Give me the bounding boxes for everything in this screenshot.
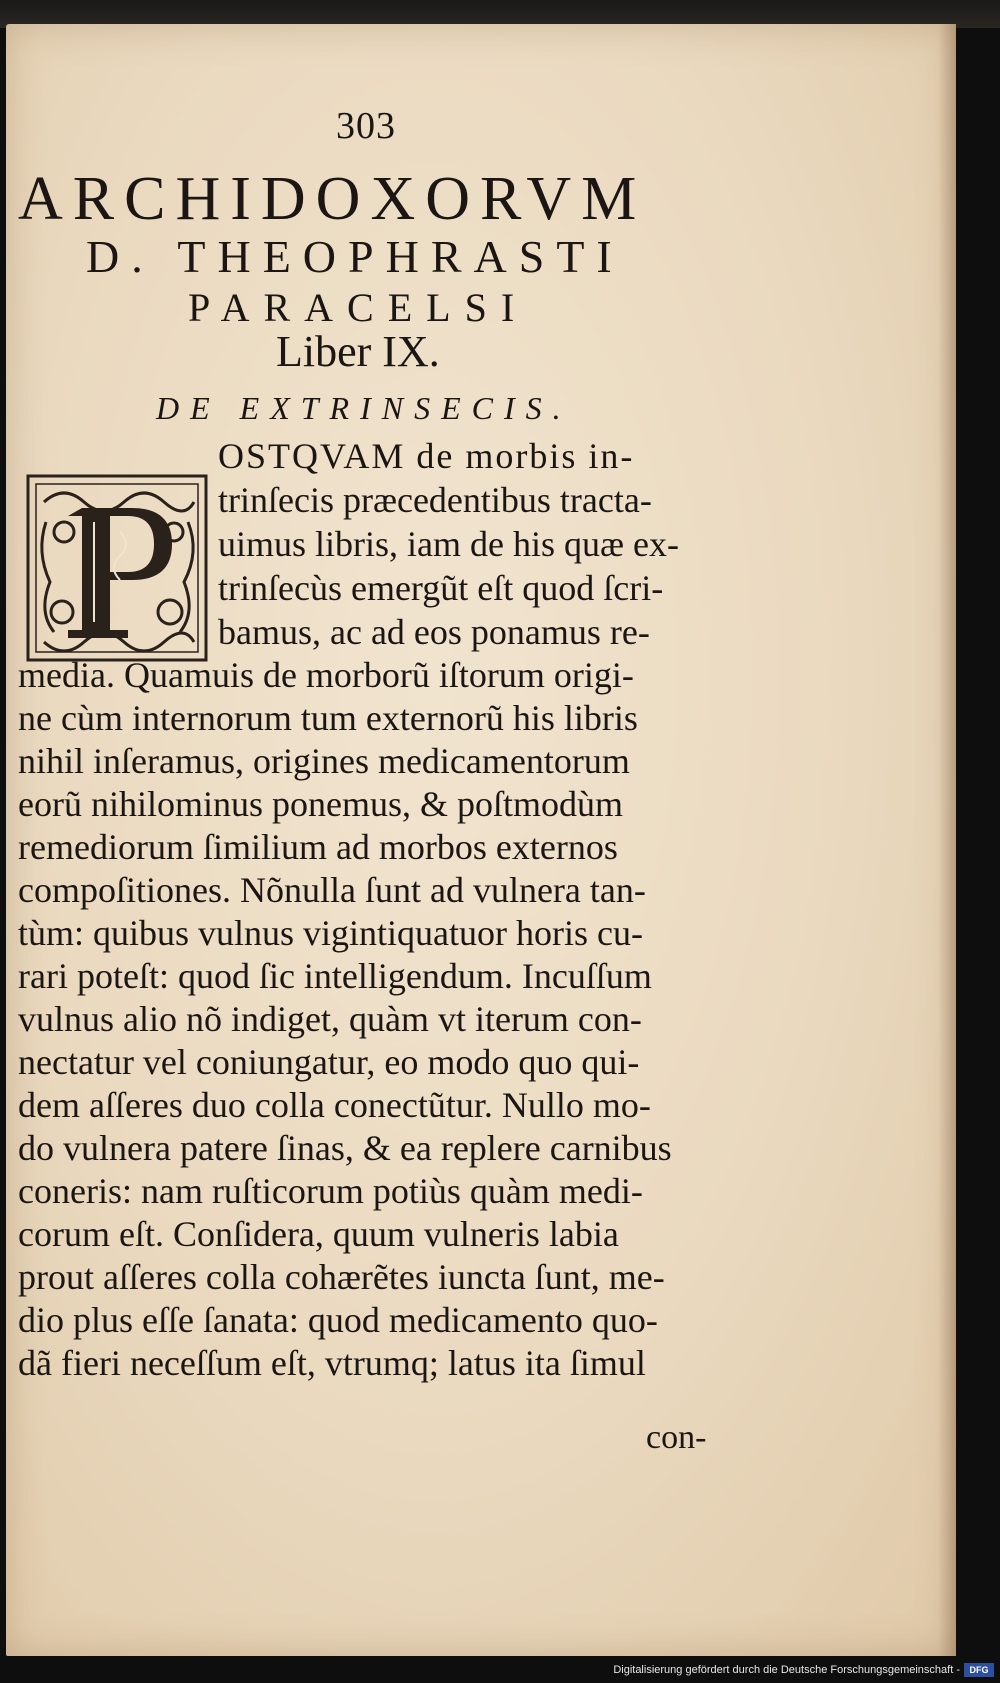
text-line: corum eſt. Conſidera, quum vulneris labia — [18, 1214, 619, 1254]
section-heading: DE EXTRINSECIS. — [156, 390, 572, 426]
text-line: uimus libris, iam de his quæ ex- — [218, 524, 679, 564]
text-line: eorũ nihilominus ponemus, & poſtmodùm — [18, 784, 623, 824]
ornamental-drop-cap-icon — [24, 472, 210, 664]
text-line: compoſitiones. Nõnulla ſunt ad vulnera tan- — [18, 870, 646, 910]
text-line: vulnus alio nõ indiget, quàm vt iterum con- — [18, 999, 642, 1039]
title-line-3: PARACELSI — [188, 285, 529, 330]
text-line: remediorum ſimilium ad morbos externos — [18, 827, 618, 867]
text-line: coneris: nam ruſticorum potiùs quàm medi- — [18, 1171, 643, 1211]
text-line: do vulnera patere ſinas, & ea replere carnibus — [18, 1128, 672, 1168]
digitization-credit: Digitalisierung gefördert durch die Deutsche Forschungsgemeinschaft - — [613, 1664, 960, 1676]
text-line: dio plus eſſe ſanata: quod medicamento quo- — [18, 1300, 658, 1340]
dfg-logo-icon: DFG — [964, 1663, 994, 1677]
text-line: dã fieri neceſſum eſt, vtrumq; latus ita ſimul — [18, 1343, 646, 1383]
book-page — [6, 24, 956, 1656]
page-text-block — [6, 24, 956, 1656]
text-line: bamus, ac ad eos ponamus re- — [218, 612, 650, 652]
text-line: media. Quamuis de morborũ iſtorum origi- — [18, 655, 634, 695]
catchword: con- — [646, 1419, 707, 1456]
text-line: tùm: quibus vulnus vigintiquatuor horis cu- — [18, 913, 643, 953]
text-line: trinſecùs emergũt eſt quod ſcri- — [218, 568, 664, 608]
text-line: dem aſſeres duo colla conectũtur. Nullo mo- — [18, 1085, 651, 1125]
title-line-1: ARCHIDOXORVM — [18, 165, 647, 233]
page-number: 303 — [336, 105, 396, 147]
text-line: OSTQVAM de morbis in- — [218, 436, 635, 476]
text-line: nihil inſeramus, origines medicamentorum — [18, 741, 630, 781]
text-line: trinſecis præcedentibus tracta- — [218, 480, 652, 520]
text-line: nectatur vel coniungatur, eo modo quo qui- — [18, 1042, 640, 1082]
title-line-2: D. THEOPHRASTI — [86, 231, 624, 282]
title-line-4: Liber IX. — [276, 327, 440, 376]
text-line: rari poteſt: quod ſic intelligendum. Incuſſum — [18, 956, 652, 996]
text-line: ne cùm internorum tum externorũ his libris — [18, 698, 638, 738]
text-line: prout aſſeres colla cohærẽtes iuncta ſunt, me- — [18, 1257, 665, 1297]
